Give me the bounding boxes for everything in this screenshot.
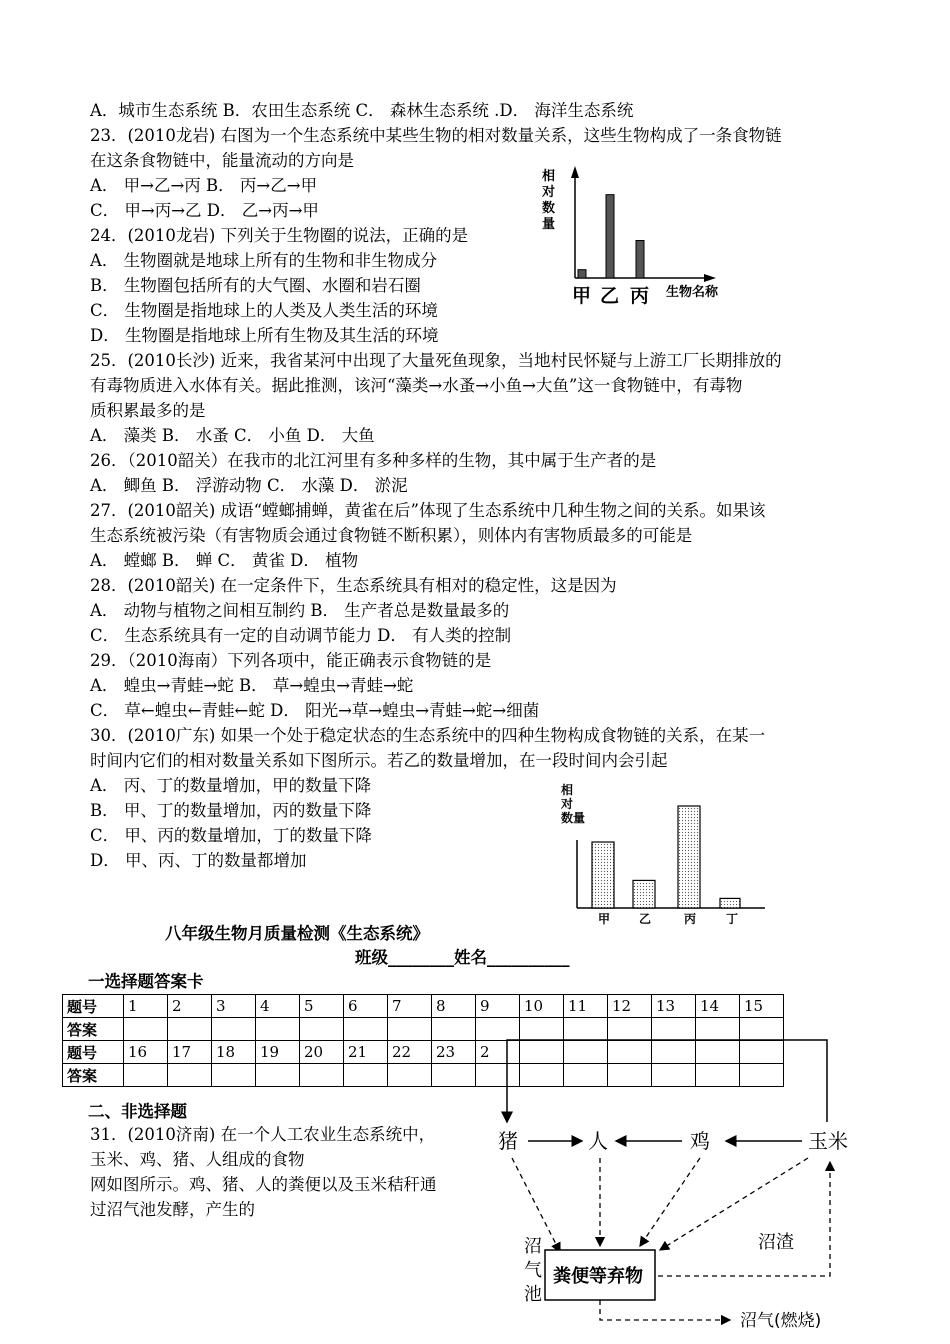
chart-q30-relative-amount (555, 780, 785, 930)
q24-option-d: D． 生物圈是指地球上所有生物及其生活的环境 (90, 326, 439, 345)
q28-option-ab: A． 动物与植物之间相互制约 B． 生产者总是数量最多的 (90, 601, 510, 620)
node-corn: 玉米 (808, 1129, 848, 1153)
q24-stem: 24．(2010龙岩) 下列关于生物圈的说法，正确的是 (90, 226, 469, 245)
answer-cell[interactable] (344, 1018, 388, 1041)
question-number-cell: 3 (212, 995, 256, 1018)
q27-stem-2: 生态系统被污染（有害物质会通过食物链不断积累），则体内有害物质最多的可能是 (90, 526, 693, 545)
question-number-cell: 14 (696, 995, 740, 1018)
chart1-tick-label: 丙 (630, 285, 650, 307)
chart1-bar (636, 241, 644, 279)
q23-stem-2: 在这条食物链中，能量流动的方向是 (90, 151, 354, 170)
q23-option-c: C． 甲→丙→乙 D． 乙→丙→甲 (90, 201, 319, 220)
chart2-ylabel: 相对数量 (561, 783, 586, 825)
q30-stem: 30．(2010广东) 如果一个处于稳定状态的生态系统中的四种生物构成食物链的关系，在某一 (90, 726, 766, 745)
question-number-cell: 2 (168, 995, 212, 1018)
food-web-diagram (490, 1030, 860, 1344)
residue-arrow (658, 1162, 830, 1276)
question-number-cell: 6 (344, 995, 388, 1018)
question-number-cell: 15 (740, 995, 784, 1018)
question-number-cell: 22 (388, 1041, 432, 1064)
answer-cell[interactable] (256, 1064, 300, 1087)
question-number-cell: 8 (432, 995, 476, 1018)
q25-stem: 25．(2010长沙) 近来，我省某河中出现了大量死鱼现象，当地村民怀疑与上游工厂长期排放的 (90, 351, 782, 370)
answer-cell[interactable] (124, 1018, 168, 1041)
corn-to-pig-arrow (507, 1040, 827, 1122)
question-number-cell: 12 (608, 995, 652, 1018)
question-number-cell: 21 (344, 1041, 388, 1064)
chart1-tick-label: 甲 (572, 285, 592, 307)
q29-option-ab: A． 蝗虫→青蛙→蛇 B． 草→蝗虫→青蛙→蛇 (90, 676, 414, 695)
answer-cell[interactable] (168, 1064, 212, 1087)
chart1-bar (606, 195, 614, 278)
question-number-cell: 1 (124, 995, 168, 1018)
answer-cell[interactable] (388, 1064, 432, 1087)
question-number-cell: 5 (300, 995, 344, 1018)
q31-stem: 31．(2010济南) 在一个人工农业生态系统中， (90, 1125, 436, 1144)
q30-option-c: C． 甲、丙的数量增加，丁的数量下降 (90, 826, 372, 845)
question-number-cell: 23 (432, 1041, 476, 1064)
gas-label: 沼气(燃烧) (740, 1311, 822, 1331)
q24-option-c: C． 生物圈是指地球上的人类及人类生活的环境 (90, 301, 438, 320)
q30-stem-2: 时间内它们的相对数量关系如下图所示。若乙的数量增加，在一段时间内会引起 (90, 751, 668, 770)
question-number-cell: 20 (300, 1041, 344, 1064)
question-number-cell: 19 (256, 1041, 300, 1064)
chicken-to-box-dashed (640, 1158, 700, 1246)
q23-stem: 23．(2010龙岩) 右图为一个生态系统中某些生物的相对数量关系，这些生物构成了一条食物链 (90, 126, 782, 145)
q26-options: A． 鲫鱼 B． 浮游动物 C． 水藻 D． 淤泥 (90, 476, 408, 495)
q26-stem: 26．（2010韶关）在我市的北江河里有多种多样的生物，其中属于生产者的是 (90, 451, 657, 470)
q31-stem-4: 过沼气池发酵，产生的 (90, 1200, 255, 1219)
table-header-cell: 题号 (63, 1041, 124, 1064)
q30-option-a: A． 丙、丁的数量增加，甲的数量下降 (90, 776, 372, 795)
table-header-cell: 答案 (63, 1018, 124, 1041)
table-header-cell: 题号 (63, 995, 124, 1018)
node-pig: 猪 (498, 1129, 518, 1153)
waste-box-label: 粪便等弃物 (553, 1266, 643, 1287)
chart1-ylabel: 相对数量 (542, 169, 556, 232)
node-human: 人 (588, 1129, 608, 1153)
chart-q23-relative-amount (530, 160, 730, 310)
question-number-cell: 13 (652, 995, 696, 1018)
q27-stem: 27．(2010韶关) 成语“螳螂捕蝉，黄雀在后”体现了生态系统中几种生物之间的关系。如果该 (90, 501, 766, 520)
q24-option-a: A． 生物圈就是地球上所有的生物和非生物成分 (90, 251, 438, 270)
q27-options: A． 螳螂 B． 蝉 C． 黄雀 D． 植物 (90, 551, 359, 570)
residue-label: 沼渣 (758, 1232, 794, 1253)
chart2-tick-label: 丁 (726, 912, 739, 926)
chart2-tick-label: 丙 (684, 912, 697, 926)
question-number-cell: 10 (520, 995, 564, 1018)
q25-options: A． 藻类 B． 水蚤 C． 小鱼 D． 大鱼 (90, 426, 375, 445)
q29-option-cd: C． 草←蝗虫←青蛙←蛇 D． 阳光→草→蝗虫→青蛙→蛇→细菌 (90, 701, 540, 720)
answer-cell[interactable] (432, 1018, 476, 1041)
question-number-cell: 9 (476, 995, 520, 1018)
chart1-bar (578, 270, 586, 278)
q28-stem: 28．(2010韶关) 在一定条件下，生态系统具有相对的稳定性，这是因为 (90, 576, 617, 595)
question-number-cell: 18 (212, 1041, 256, 1064)
q23-option-a: A． 甲→乙→丙 B． 丙→乙→甲 (90, 176, 318, 195)
q31-stem-3: 网如图所示。鸡、猪、人的粪便以及玉米秸秆通 (90, 1175, 437, 1194)
chart2-bar (592, 842, 614, 908)
answer-cell[interactable] (300, 1018, 344, 1041)
answer-cell[interactable] (212, 1064, 256, 1087)
q25-stem-2: 有毒物质进入水体有关。据此推测，该河“藻类→水蚤→小鱼→大鱼”这一食物链中，有毒物 (90, 376, 743, 395)
question-number-cell: 16 (124, 1041, 168, 1064)
chart2-tick-label: 乙 (639, 912, 652, 926)
answer-cell[interactable] (388, 1018, 432, 1041)
answer-cell[interactable] (432, 1064, 476, 1087)
gas-arrow (600, 1300, 730, 1320)
q28-option-cd: C． 生态系统具有一定的自动调节能力 D． 有人类的控制 (90, 626, 512, 645)
question-number-cell: 2 (476, 1041, 520, 1064)
chart1-xlabel: 生物名称 (666, 285, 719, 300)
answer-cell[interactable] (300, 1064, 344, 1087)
question-number-cell: 11 (564, 995, 608, 1018)
q22-options: A．城市生态系统 B．农田生态系统 C． 森林生态系统 .D． 海洋生态系统 (90, 101, 634, 120)
q30-option-d: D． 甲、丙、丁的数量都增加 (90, 851, 307, 870)
chart2-bar (678, 806, 700, 908)
question-number-cell: 4 (256, 995, 300, 1018)
section-choice-title: 一选择题答案卡 (88, 972, 204, 991)
chart2-bar (633, 880, 655, 908)
chart1-tick-label: 乙 (600, 285, 620, 307)
question-number-cell: 17 (168, 1041, 212, 1064)
q24-option-b: B． 生物圈包括所有的大气圈、水圈和岩石圈 (90, 276, 421, 295)
q31-stem-2: 玉米、鸡、猪、人组成的食物 (90, 1150, 305, 1169)
answer-cell[interactable] (212, 1018, 256, 1041)
q29-stem: 29．（2010海南）下列各项中，能正确表示食物链的是 (90, 651, 492, 670)
answer-cell[interactable] (124, 1064, 168, 1087)
chart2-bar (720, 898, 740, 908)
q25-stem-3: 质积累最多的是 (90, 401, 206, 420)
table-header-cell: 答案 (63, 1064, 124, 1087)
table-row-numbers-1 (63, 995, 784, 1018)
pit-label: 沼气池 (524, 1236, 542, 1305)
q30-option-b: B． 甲、丁的数量增加，丙的数量下降 (90, 801, 372, 820)
answer-cell[interactable] (168, 1018, 212, 1041)
section-nonchoice-title: 二、非选择题 (88, 1102, 187, 1121)
question-number-cell: 7 (388, 995, 432, 1018)
chart2-tick-label: 甲 (598, 912, 611, 926)
class-name-line: 班级________姓名__________ (355, 948, 570, 967)
exam-title: 八年级生物月质量检测《生态系统》 (165, 924, 429, 943)
answer-cell[interactable] (256, 1018, 300, 1041)
answer-cell[interactable] (344, 1064, 388, 1087)
node-chicken: 鸡 (690, 1129, 710, 1153)
